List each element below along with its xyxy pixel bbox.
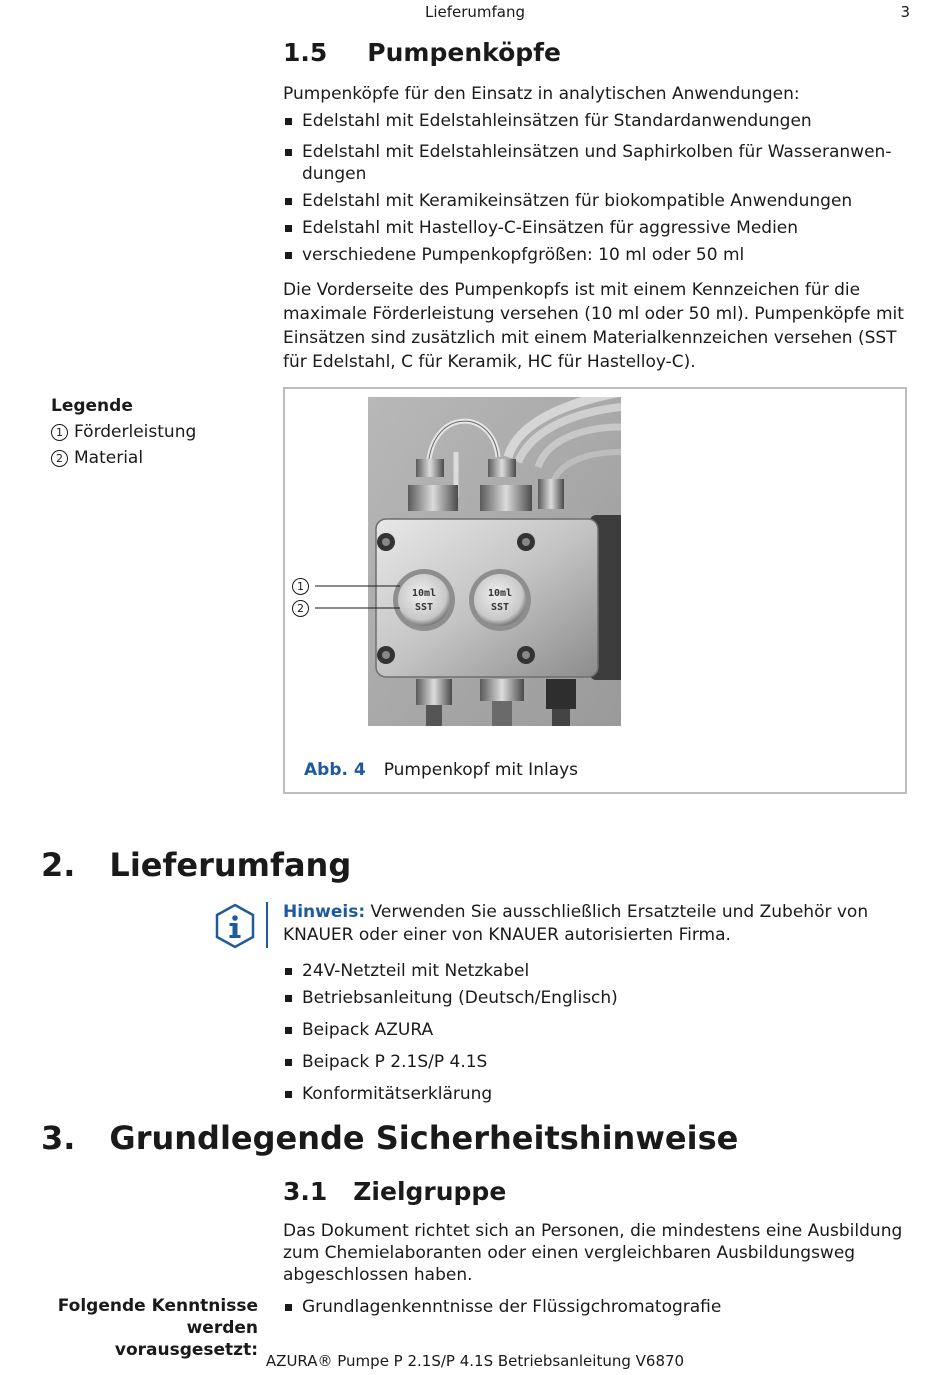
section-title: Pumpenköpfe [367, 38, 561, 67]
list-item: Edelstahl mit Keramikeinsätzen für biokompatible Anwendungen [283, 190, 893, 212]
bullet-mark [285, 1091, 292, 1098]
section-paragraph: Das Dokument richtet sich an Personen, die mindestens eine Ausbildung zum Chemielaboranten oder einen vergleichbaren Ausbildungsweg abgeschlossen haben. [283, 1221, 903, 1285]
legend-title: Legende [51, 396, 133, 416]
callout-marker: 2 [292, 600, 309, 617]
callout-marker: 1 [292, 578, 309, 595]
note-label: Hinweis: [283, 902, 366, 922]
page-number: 3 [900, 3, 910, 21]
head-label-capacity: 10ml [487, 588, 513, 599]
callout-marker: 2 [51, 450, 68, 467]
callout-marker: 1 [51, 424, 68, 441]
bullet-mark [285, 1059, 292, 1066]
head-label-material: SST [414, 602, 434, 613]
page-footer: AZURA® Pumpe P 2.1S/P 4.1S Betriebsanleitung V6870 [265, 1352, 685, 1370]
legend-item [51, 419, 196, 445]
bullet-mark [285, 118, 292, 125]
list-item: Edelstahl mit Edelstahleinsätzen und Saphirkolben für Wasseranwen-dungen [283, 141, 893, 185]
list-item: Beipack P 2.1S/P 4.1S [283, 1051, 893, 1073]
bullet-mark [285, 198, 292, 205]
legend-item [51, 445, 196, 471]
list-item: Grundlagenkenntnisse der Flüssigchromatografie [283, 1296, 893, 1318]
pump-head-photo [368, 397, 621, 726]
chapter-title: Grundlegende Sicherheitshinweise [109, 1119, 739, 1157]
section-number: 3.1 [283, 1177, 328, 1206]
legend-label: Material [74, 448, 144, 468]
section-3-1-heading [283, 1177, 506, 1206]
bullet-mark [285, 252, 292, 259]
list-item: verschiedene Pumpenkopfgrößen: 10 ml oder 50 ml [283, 244, 893, 266]
section-1-5-heading [283, 38, 561, 67]
prerequisites-list [283, 1296, 893, 1318]
bullet-mark [285, 968, 292, 975]
chapter-3-heading [41, 1119, 738, 1157]
bullet-mark [285, 995, 292, 1002]
bullet-mark [285, 1304, 292, 1311]
figure-caption [304, 760, 578, 780]
legend-label: Förderleistung [74, 422, 197, 442]
delivery-list [283, 960, 893, 1105]
chapter-2-heading [41, 846, 351, 884]
note-divider [266, 902, 268, 948]
head-label-material: SST [490, 602, 510, 613]
caption-label: Abb. 4 [304, 760, 366, 780]
section-paragraph: Die Vorderseite des Pumpenkopfs ist mit einem Kennzeichen für die maximale Förderleistung versehen (10 ml oder 50 ml). Pumpenköpfe mit Einsätzen sind zusätzlich mit einem Materialkennzeichen versehen (SST für Edelstahl, C für Keramik, HC für Hastelloy-C). [283, 280, 904, 372]
section-title: Zielgruppe [353, 1177, 507, 1206]
head-label-capacity: 10ml [411, 588, 437, 599]
list-item: Edelstahl mit Hastelloy-C-Einsätzen für aggressive Medien [283, 217, 893, 239]
list-item: 24V-Netzteil mit Netzkabel [283, 960, 893, 982]
chapter-title: Lieferumfang [109, 846, 352, 884]
pump-head-list [283, 110, 893, 266]
bullet-mark [285, 225, 292, 232]
list-item: Edelstahl mit Edelstahleinsätzen für Standardanwendungen [283, 110, 893, 132]
section-intro: Pumpenköpfe für den Einsatz in analytischen Anwendungen: [283, 84, 800, 104]
list-item: Beipack AZURA [283, 1019, 893, 1041]
caption-text: Pumpenkopf mit Inlays [383, 760, 579, 780]
prerequisites-label: Folgende Kenntnisse werden vorausgesetzt: [57, 1296, 258, 1360]
note-text: Verwenden Sie ausschließlich Ersatzteile und Zubehör von KNAUER oder einer von KNAUER autorisierten Firma. [283, 902, 869, 945]
running-header-title: Lieferumfang [424, 3, 526, 21]
chapter-number: 3. [41, 1119, 76, 1157]
info-icon [213, 903, 257, 949]
list-item: Betriebsanleitung (Deutsch/Englisch) [283, 987, 893, 1009]
section-number: 1.5 [283, 38, 328, 67]
figure-legend [51, 393, 196, 471]
bullet-mark [285, 1027, 292, 1034]
note-text-block [283, 901, 898, 947]
list-item: Konformitätserklärung [283, 1083, 893, 1105]
bullet-mark [285, 149, 292, 156]
chapter-number: 2. [41, 846, 76, 884]
